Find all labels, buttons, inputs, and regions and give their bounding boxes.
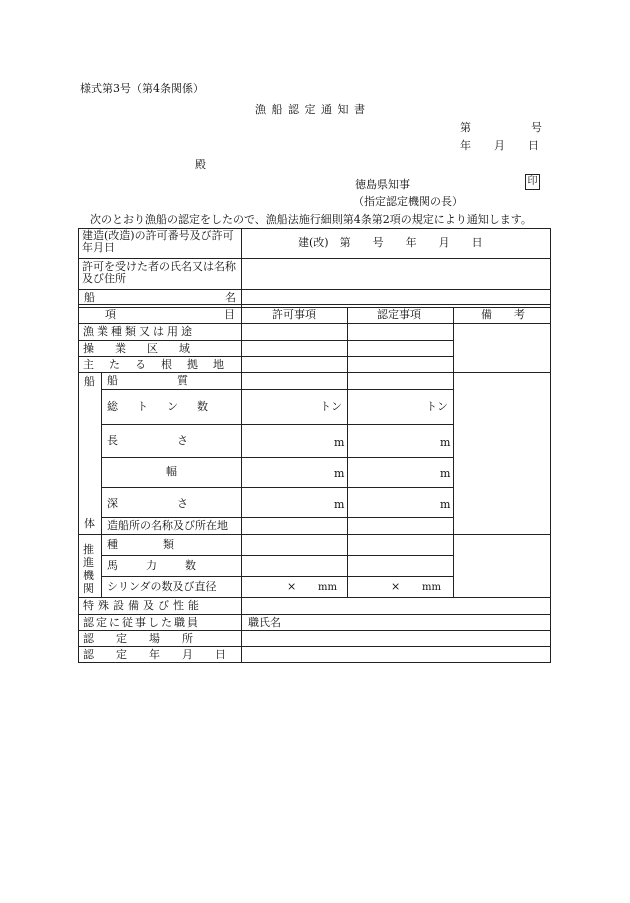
- length-unit-cert: m: [440, 436, 451, 449]
- table-rule: [78, 614, 551, 615]
- table-divider: [347, 308, 348, 598]
- row-hull-material: 船 質: [107, 374, 191, 387]
- table-rule: [78, 304, 551, 305]
- table-divider: [453, 308, 454, 598]
- breadth-unit-cert: m: [440, 467, 451, 480]
- col-remarks-a: 備: [481, 308, 492, 321]
- depth-unit-permit: m: [334, 498, 345, 511]
- row-gross-tonnage: 総 ト ン 数: [107, 400, 212, 413]
- table-rule: [78, 597, 551, 598]
- engine-char-3: 機: [83, 569, 94, 582]
- col-permit: 許可事項: [272, 308, 316, 321]
- document-title: 漁 船 認 定 通 知 書: [255, 103, 366, 116]
- table-rule: [78, 258, 551, 259]
- row-fishery-type: 漁業種類又は用途: [83, 325, 195, 338]
- row-main-base: 主 た る 根 拠 地: [83, 358, 226, 371]
- breadth-unit-permit: m: [334, 467, 345, 480]
- row-depth: 深 さ: [107, 497, 191, 510]
- vessel-name-label-a: 船: [84, 291, 95, 304]
- form-number: 様式第3号（第4条関係）: [80, 82, 204, 95]
- table-divider: [101, 372, 102, 598]
- hull-side-label-a: 船: [84, 375, 95, 388]
- row-cert-date: 認 定 年 月 日: [83, 648, 226, 661]
- table-rule: [101, 517, 453, 518]
- table-rule: [101, 389, 453, 390]
- table-rule: [78, 662, 551, 663]
- table-rule: [78, 356, 453, 357]
- row-cylinder: シリンダの数及び直径: [107, 580, 217, 593]
- table-rule: [78, 340, 453, 341]
- row-engine-type: 種 類: [107, 538, 177, 551]
- gross-tonnage-unit-permit: トン: [320, 400, 342, 413]
- cylinder-x-permit: ×: [287, 580, 297, 593]
- body-text: 次のとおり漁船の認定をしたので、漁船法施行細則第4条第2項の規定により通知します。: [90, 213, 532, 226]
- row-cert-place: 認 定 場 所: [83, 632, 193, 645]
- date-month: 月: [494, 139, 505, 152]
- row-staff: 認定に従事した職員: [83, 616, 200, 629]
- cylinder-mm-cert: mm: [422, 582, 441, 593]
- table-rule: [101, 487, 453, 488]
- col-item-b: 目: [224, 308, 235, 321]
- date-year: 年: [460, 139, 471, 152]
- permit-holder-label: 許可を受けた者の氏名又は名称及び住所: [82, 260, 236, 285]
- addressee-suffix: 殿: [195, 158, 206, 171]
- table-rule: [101, 555, 453, 556]
- row-shipyard: 造船所の名称及び所在地: [107, 519, 228, 532]
- row-special-equipment: 特殊設備及び性能: [83, 599, 203, 612]
- engine-char-4: 関: [83, 582, 94, 595]
- depth-unit-cert: m: [440, 498, 451, 511]
- issuer-name: 徳島県知事: [355, 178, 410, 191]
- table-divider: [241, 228, 242, 663]
- engine-char-1: 推: [83, 543, 94, 556]
- table-rule: [78, 630, 551, 631]
- row-horsepower: 馬 力 数: [107, 559, 198, 572]
- hull-side-label-b: 体: [84, 517, 95, 530]
- table-rule: [78, 534, 551, 535]
- table-rule: [78, 372, 551, 373]
- length-unit-permit: m: [334, 436, 345, 449]
- permit-number-value: 建(改) 第 号 年 月 日: [298, 236, 483, 249]
- number-dai: 第: [460, 121, 471, 134]
- cylinder-mm-permit: mm: [318, 582, 337, 593]
- number-go: 号: [531, 121, 542, 134]
- row-operation-area: 操 業 区 域: [83, 342, 195, 355]
- engine-side-label: [83, 543, 94, 595]
- permit-number-label: 建造(改造)の許可番号及び許可年月日: [82, 229, 234, 254]
- vessel-name-label-b: 名: [225, 291, 236, 304]
- col-item-a: 項: [105, 308, 116, 321]
- engine-char-2: 進: [83, 556, 94, 569]
- table-rule: [101, 424, 453, 425]
- col-remarks-b: 考: [514, 308, 525, 321]
- gross-tonnage-unit-cert: トン: [426, 400, 448, 413]
- seal-mark: 印: [525, 174, 540, 190]
- staff-name-label: 職氏名: [248, 616, 281, 629]
- table-rule: [78, 289, 551, 290]
- cylinder-x-cert: ×: [391, 580, 401, 593]
- row-breadth: 幅: [166, 465, 177, 478]
- issuer-alternate: （指定認定機関の長）: [353, 195, 463, 208]
- col-certified: 認定事項: [377, 308, 421, 321]
- table-rule: [78, 646, 551, 647]
- table-rule: [101, 576, 453, 577]
- table-rule: [78, 323, 551, 324]
- table-rule: [101, 457, 453, 458]
- row-length: 長 さ: [107, 434, 191, 447]
- date-day: 日: [528, 139, 539, 152]
